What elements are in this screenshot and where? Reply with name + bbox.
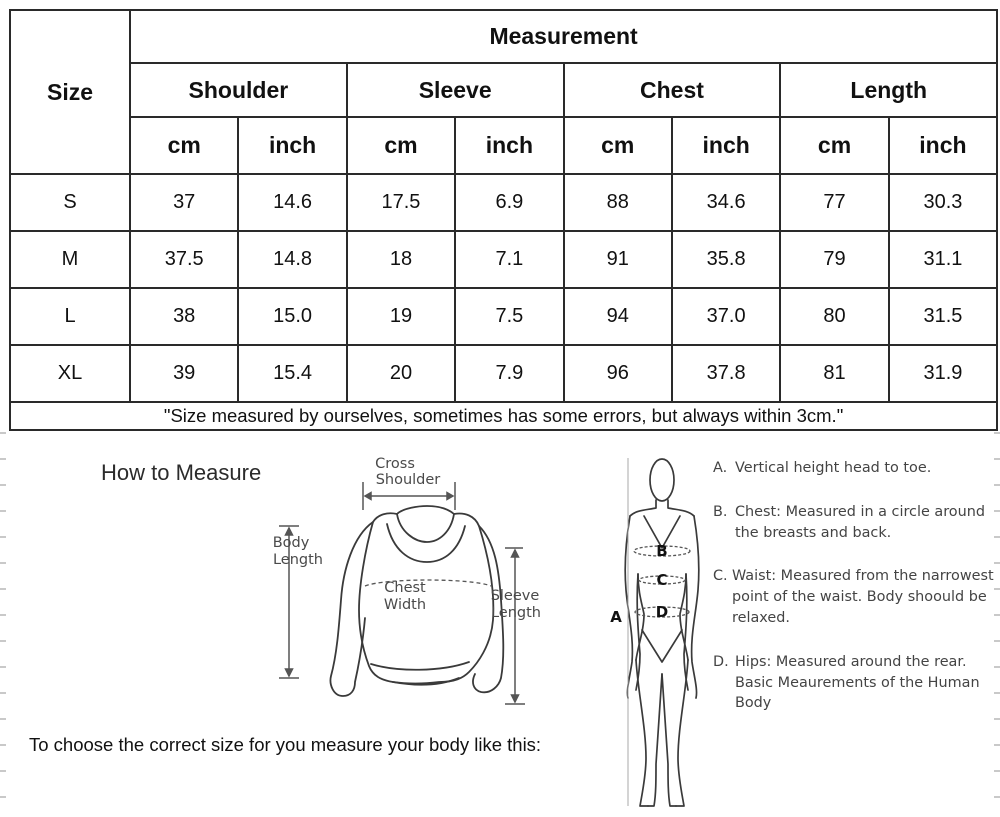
group-header-sleeve: Sleeve	[347, 63, 564, 117]
size-cell: XL	[10, 345, 130, 402]
table-row	[10, 231, 997, 288]
size-header: Size	[10, 10, 130, 174]
unit-header: inch	[238, 117, 346, 174]
note-key: A.	[713, 460, 728, 476]
unit-header: cm	[347, 117, 455, 174]
measurement-disclaimer: "Size measured by ourselves, sometimes has some errors, but always within 3cm."	[10, 402, 997, 430]
table-row	[10, 174, 997, 231]
value-cell: 35.8	[672, 231, 780, 288]
value-cell: 15.0	[238, 288, 346, 345]
table-row	[10, 345, 997, 402]
marker-c: C	[656, 571, 668, 589]
unit-header: inch	[455, 117, 563, 174]
value-cell: 19	[347, 288, 455, 345]
marker-b: B	[656, 542, 668, 560]
body-length-label-2: Length	[272, 552, 324, 568]
value-cell: 37.8	[672, 345, 780, 402]
value-cell: 18	[347, 231, 455, 288]
group-header-chest: Chest	[564, 63, 781, 117]
note-waist	[713, 566, 998, 628]
value-cell: 30.3	[889, 174, 997, 231]
measuring-guide	[0, 432, 1000, 817]
sweater-outline	[359, 513, 493, 683]
value-cell: 15.4	[238, 345, 346, 402]
size-cell: S	[10, 174, 130, 231]
value-cell: 7.1	[455, 231, 563, 288]
value-cell: 31.1	[889, 231, 997, 288]
unit-header: cm	[564, 117, 672, 174]
value-cell: 31.9	[889, 345, 997, 402]
marker-d: D	[655, 603, 669, 621]
value-cell: 77	[780, 174, 888, 231]
value-cell: 91	[564, 231, 672, 288]
note-key: D.	[713, 653, 729, 670]
value-cell: 81	[780, 345, 888, 402]
value-cell: 37	[130, 174, 238, 231]
value-cell: 14.8	[238, 231, 346, 288]
body-length-label-1: Body	[272, 535, 310, 551]
size-cell: M	[10, 231, 130, 288]
value-cell: 7.5	[455, 288, 563, 345]
note-hips	[713, 652, 998, 714]
value-cell: 80	[780, 288, 888, 345]
group-header-shoulder: Shoulder	[130, 63, 347, 117]
chest-width-label-1: Chest	[384, 580, 426, 596]
value-cell: 6.9	[455, 174, 563, 231]
value-cell: 37.5	[130, 231, 238, 288]
note-key: B.	[713, 503, 728, 520]
note-chest	[713, 502, 998, 544]
table-row	[10, 288, 997, 345]
sleeve-length-label-1: Sleeve	[490, 588, 540, 604]
note-text: Waist: Measured from the narrowest point of the waist. Body shoould be relaxed.	[732, 568, 994, 626]
value-cell: 96	[564, 345, 672, 402]
value-cell: 20	[347, 345, 455, 402]
cross-shoulder-label-1: Cross	[375, 456, 415, 472]
note-key: C.	[713, 568, 728, 585]
value-cell: 34.6	[672, 174, 780, 231]
head-outline	[650, 459, 674, 501]
value-cell: 79	[780, 231, 888, 288]
human-body-figure	[600, 454, 710, 814]
value-cell: 37.0	[672, 288, 780, 345]
unit-header: cm	[130, 117, 238, 174]
measurement-notes	[713, 458, 998, 737]
measure-instruction: To choose the correct size for you measure your body like this:	[29, 734, 542, 755]
value-cell: 88	[564, 174, 672, 231]
how-to-measure-title: How to Measure	[101, 460, 262, 485]
value-cell: 14.6	[238, 174, 346, 231]
sweater-measure-diagram	[255, 450, 565, 722]
unit-header: inch	[672, 117, 780, 174]
unit-header: cm	[780, 117, 888, 174]
size-table	[9, 9, 998, 431]
value-cell: 94	[564, 288, 672, 345]
note-text: Chest: Measured in a circle around the breasts and back.	[735, 503, 985, 541]
value-cell: 17.5	[347, 174, 455, 231]
cross-shoulder-label-2: Shoulder	[375, 472, 441, 488]
note-text: Vertical height head to toe.	[735, 460, 932, 476]
note-height	[713, 458, 998, 479]
value-cell: 7.9	[455, 345, 563, 402]
size-cell: L	[10, 288, 130, 345]
unit-header: inch	[889, 117, 997, 174]
sleeve-length-arrow	[505, 548, 525, 704]
value-cell: 39	[130, 345, 238, 402]
note-text: Hips: Measured around the rear. Basic Meaurements of the Human Body	[735, 653, 980, 712]
chest-width-label-2: Width	[383, 597, 427, 613]
value-cell: 31.5	[889, 288, 997, 345]
measurement-header: Measurement	[130, 10, 997, 63]
sweater-collar	[397, 506, 454, 514]
size-chart	[9, 9, 996, 431]
value-cell: 38	[130, 288, 238, 345]
sleeve-length-label-2: Length	[490, 605, 542, 621]
marker-a: A	[610, 608, 622, 626]
left-edge-dashes	[0, 432, 6, 817]
group-header-length: Length	[780, 63, 997, 117]
